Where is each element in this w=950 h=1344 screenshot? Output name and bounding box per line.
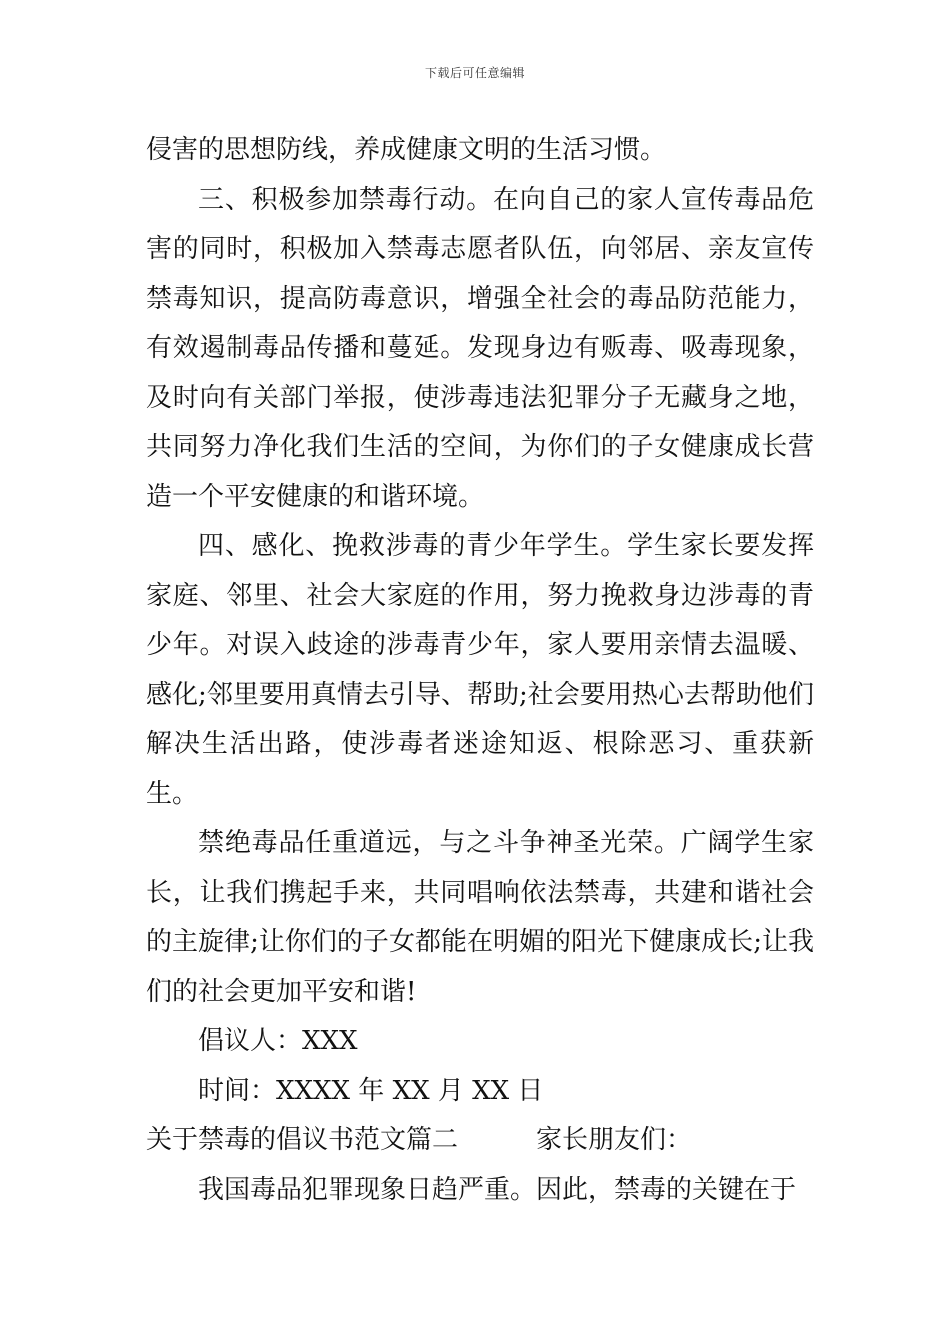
signer-line: 倡议人：XXX [198, 1026, 358, 1056]
paragraph-second-article-opening: 我国毒品犯罪现象日趋严重。因此，禁毒的关键在于 [198, 1174, 797, 1205]
paragraph-continuation: 侵害的思想防线，养成健康文明的生活习惯。 [146, 135, 667, 165]
paragraph-point-four: 四、感化、挽救涉毒的青少年学生。学生家长要发挥家庭、邻里、社会大家庭的作用，努力挽救身边涉毒的青少年。对误入歧途的涉毒青少年，家人要用亲情去温暖、感化;邻里要用真情去引导、帮助;社会要用热心去帮助他们解决生活出路，使涉毒者迷途知返、根除恶习、重获新生。 [146, 531, 814, 809]
salutation: 家长朋友们： [536, 1125, 693, 1155]
page-header-note: 下载后可任意编辑 [424, 66, 525, 80]
second-article-heading-line [146, 1116, 814, 1166]
date-line: 时间：XXXX 年 XX 月 XX 日 [198, 1075, 544, 1106]
paragraph-closing: 禁绝毒品任重道远，与之斗争神圣光荣。广阔学生家长，让我们携起手来，共同唱响依法禁毒，共建和谐社会的主旋律;让你们的子女都能在明媚的阳光下健康成长;让我们的社会更加平安和谐! [146, 828, 814, 1007]
document-body [146, 126, 814, 1215]
paragraph-point-three: 三、积极参加禁毒行动。在向自己的家人宣传毒品危害的同时，积极加入禁毒志愿者队伍，向邻居、亲友宣传禁毒知识，提高防毒意识，增强全社会的毒品防范能力，有效遏制毒品传播和蔓延。发现身边有贩毒、吸毒现象，及时向有关部门举报，使涉毒违法犯罪分子无藏身之地，共同努力净化我们生活的空间，为你们的子女健康成长营造一个平安健康的和谐环境。 [146, 184, 814, 512]
second-article-title: 关于禁毒的倡议书范文篇二 [146, 1125, 459, 1155]
